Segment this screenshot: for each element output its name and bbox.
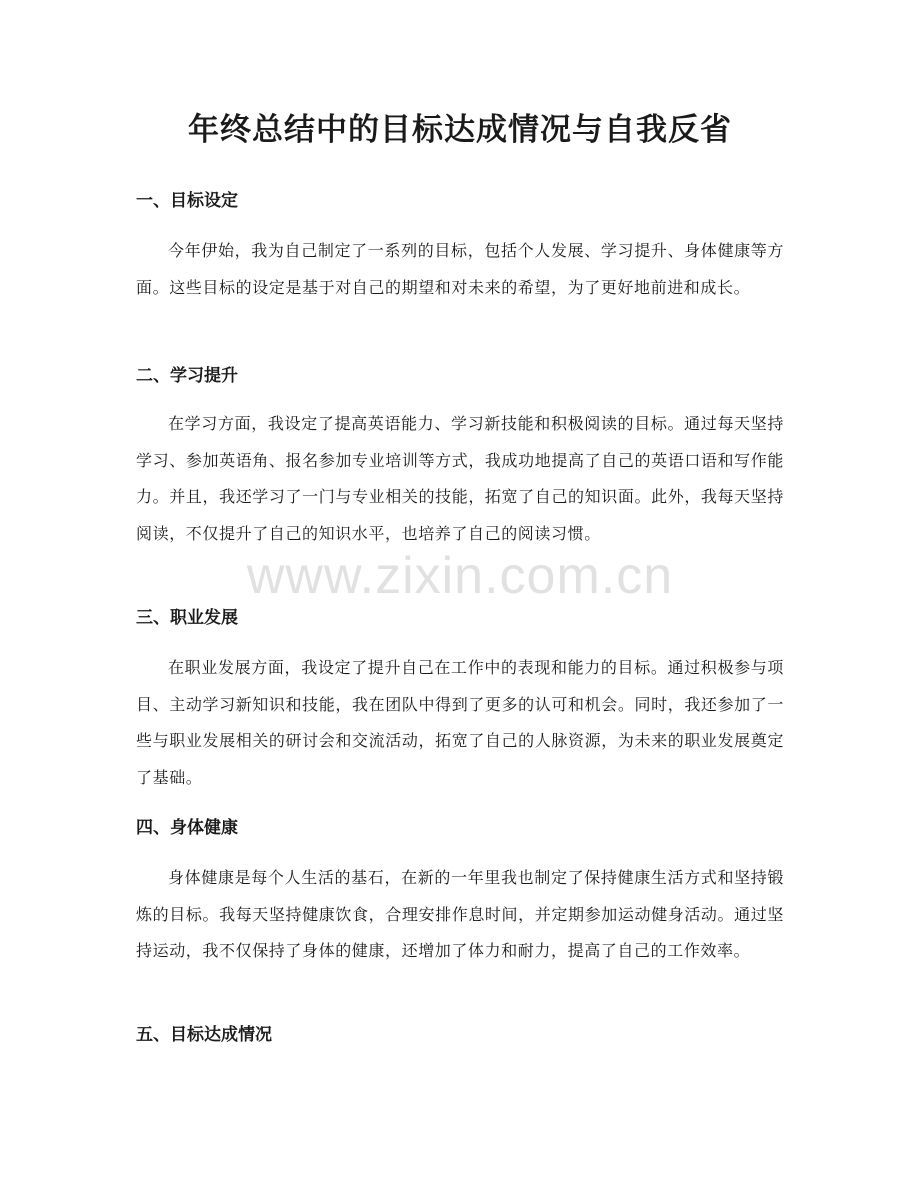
section-paragraph-learning: 在学习方面，我设定了提高英语能力、学习新技能和积极阅读的目标。通过每天坚持学习、参加英语角、报名参加专业培训等方式，我成功地提高了自己的英语口语和写作能力。并且，我还学习了一门与专业相关的技能，拓宽了自己的知识面。此外，我每天坚持阅读，不仅提升了自己的知识水平，也培养了自己的阅读习惯。 <box>136 414 784 543</box>
section-paragraph-health: 身体健康是每个人生活的基石，在新的一年里我也制定了保持健康生活方式和坚持锻炼的目标。我每天坚持健康饮食，合理安排作息时间，并定期参加运动健身活动。通过坚持运动，我不仅保持了身体的健康，还增加了体力和耐力，提高了自己的工作效率。 <box>136 868 784 960</box>
section-paragraph-goal-setting: 今年伊始，我为自己制定了一系列的目标，包括个人发展、学习提升、身体健康等方面。这些目标的设定是基于对自己的期望和对未来的希望，为了更好地前进和成长。 <box>136 241 784 297</box>
section-heading-goal-setting: 一、目标设定 <box>136 191 238 211</box>
section-heading-achievement: 五、目标达成情况 <box>136 1025 272 1045</box>
section-heading-health: 四、身体健康 <box>136 818 238 838</box>
page-title: 年终总结中的目标达成情况与自我反省 <box>188 112 732 148</box>
section-heading-learning: 二、学习提升 <box>136 366 238 386</box>
section-heading-career: 三、职业发展 <box>136 608 238 628</box>
watermark: www.zixin.com.cn <box>246 547 674 605</box>
section-paragraph-career: 在职业发展方面，我设定了提升自己在工作中的表现和能力的目标。通过积极参与项目、主动学习新知识和技能，我在团队中得到了更多的认可和机会。同时，我还参加了一些与职业发展相关的研讨会和交流活动，拓宽了自己的人脉资源，为未来的职业发展奠定了基础。 <box>136 658 784 787</box>
